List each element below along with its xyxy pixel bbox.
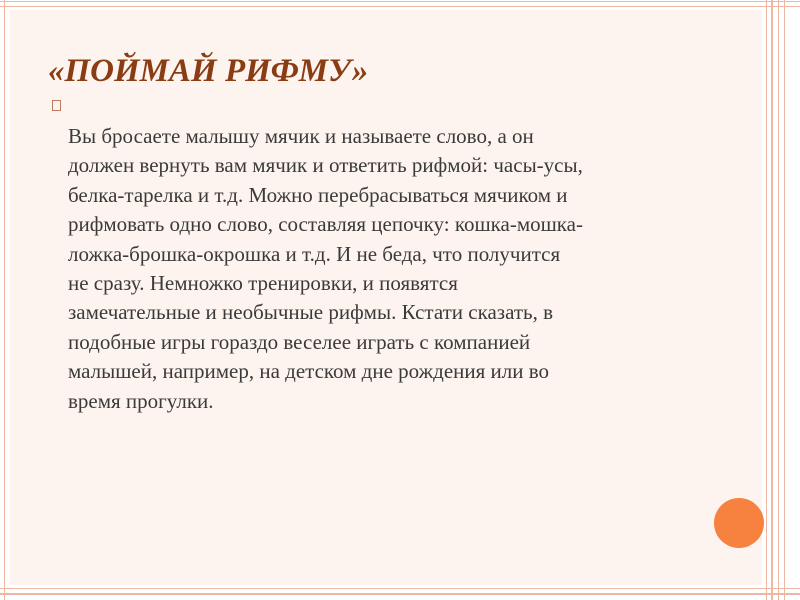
frame-line-right-3 (778, 0, 779, 600)
body-line: подобные игры гораздо веселее играть с компанией (68, 329, 531, 354)
body-line: ложка-брошка-окрошка и т.д. И не беда, что получится (68, 241, 561, 266)
body-line: замечательные и необычные рифмы. Кстати сказать, в (68, 300, 554, 325)
body-line: белка-тарелка и т.д. Можно перебрасываться мячиком и (68, 182, 568, 207)
frame-line-bottom-1 (0, 588, 800, 589)
body-line: время прогулки. (68, 388, 214, 413)
body-line: малышей, например, на детском дне рождения или во (68, 359, 550, 384)
body-line: должен вернуть вам мячик и ответить рифмой: часы-усы, (68, 153, 583, 178)
frame-line-bottom-2 (0, 593, 800, 595)
body-line: Вы бросаете малышу мячик и называете слово, а он (68, 124, 534, 148)
frame-line-right-2 (771, 0, 773, 600)
frame-line-left-1 (4, 0, 5, 600)
decorative-circle-icon (714, 498, 764, 548)
frame-line-right-1 (766, 0, 767, 600)
frame-line-right-4 (784, 0, 785, 600)
frame-line-top-1 (0, 6, 800, 7)
frame-line-top-2 (0, 1, 800, 2)
body-paragraph (68, 122, 744, 416)
slide-title: «ПОЙМАЙ РИФМУ» (48, 53, 369, 89)
body-line: не сразу. Немножко тренировки, и появятся (68, 271, 458, 296)
body-line: рифмовать одно слово, составляя цепочку: кошка-мошка- (68, 212, 583, 237)
bullet-square-icon (52, 100, 61, 111)
